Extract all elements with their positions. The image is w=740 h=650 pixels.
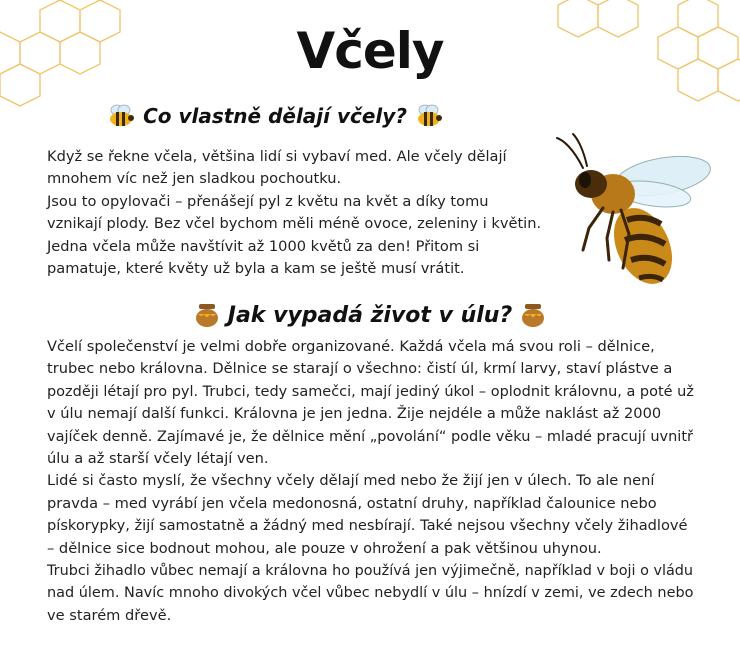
honey-pot-icon [520,302,546,328]
text-line: pamatuje, které květy už byla a kam se ještě musí vrátit. [47,260,465,278]
section-heading-text: Jak vypadá život v úlu? [227,302,513,328]
text-line: Když se řekne včela, většina lidí si vybaví med. Ale včely dělají [47,148,507,165]
bee-illustration [553,128,713,304]
text-line: Jedna včela může navštívit až 1000 květů za den! Přitom si [47,237,480,255]
text-line: úlu a až starší včely létají ven. [47,450,269,468]
text-line: vznikají plody. Bez včel bychom měli méně ovoce, zeleniny i květin. [47,215,542,233]
text-line: později létají pro pyl. Trubci, tedy samečci, mají jediný úkol – oplodnit královnu, a poté už [47,383,694,400]
section-heading-activities [0,104,550,128]
text-line: ve starém dřevě. [47,606,172,624]
section-paragraph-hive-life [47,336,693,627]
page-title: Včely [296,22,444,80]
text-line: trubec nebo královna. Dělnice se starají o všechno: čistí úl, krmí larvy, staví plástve a [47,360,673,378]
text-line: vajíček denně. Zajímavé je, že dělnice mění „povolání“ podle věku – mladé pracují uvnitř [47,428,693,445]
text-line: Jsou to opylovači – přenášejí pyl z květu na květ a díky tomu [47,192,489,210]
text-line: Trubci žihadlo vůbec nemají a královna ho používá jen výjimečně, například v boji o vládu [47,563,694,580]
bee-icon [415,104,443,128]
text-line: mnohem víc než jen sladkou pochoutku. [47,170,342,188]
section-heading-hive-life [0,302,740,328]
text-line: v úlu nemají další funkci. Královna je jen jedna. Žije nejdéle a může naklást až 2000 [47,405,662,423]
honey-pot-icon [194,302,220,328]
section-heading-text: Co vlastně dělají včely? [143,104,407,128]
text-line: – dělnice sice bodnout mohou, ale pouze v ohrožení a pak většinou uhynou. [47,539,602,557]
section-paragraph-activities [47,146,542,280]
text-line: pískorypky, žijí samostatně a žádný med nesbírají. Také nejsou všechny včely žihadlové [47,517,688,535]
text-line: nad úlem. Navíc mnoho divokých včel vůbec nebydlí v úlu – hnízdí v zemi, ve zdech nebo [47,585,694,602]
text-line: pravda – med vyrábí jen včela medonosná, ostatní druhy, například čalounice nebo [47,494,657,512]
bee-icon [107,104,135,128]
text-line: Včelí společenství je velmi dobře organizované. Každá včela má svou roli – dělnice, [47,338,655,355]
text-line: Lidé si často myslí, že všechny včely dělají med nebo že žijí jen v úlech. To ale není [47,472,655,490]
